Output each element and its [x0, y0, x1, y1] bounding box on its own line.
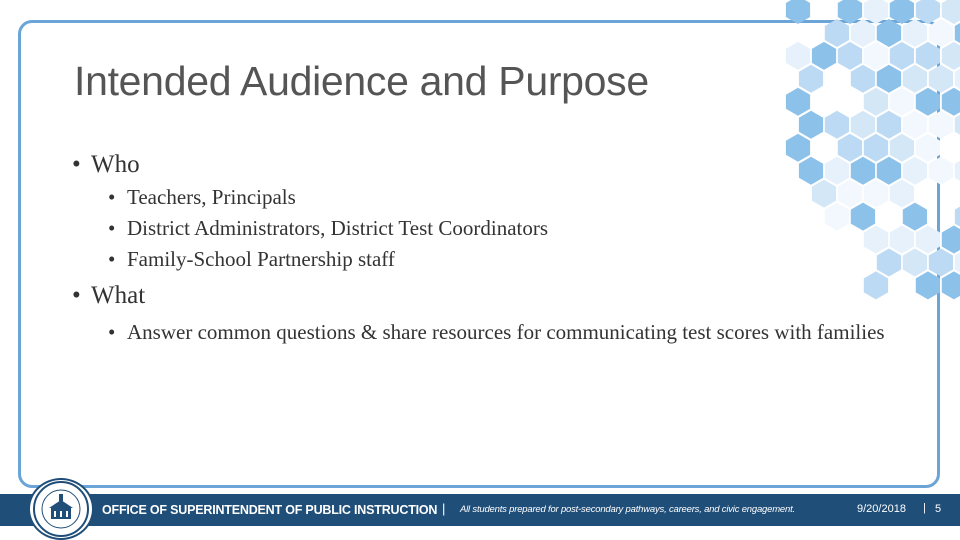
- bullet-level2-item: • Teachers, Principals: [72, 182, 892, 213]
- hexagon-tile: [786, 88, 810, 116]
- slide-body: [72, 148, 892, 345]
- hexagon-tile: [890, 0, 914, 24]
- footer-separator: |: [923, 502, 926, 514]
- hexagon-tile: [942, 42, 960, 70]
- state-seal-icon: [28, 478, 94, 540]
- hexagon-tile: [903, 203, 927, 231]
- hexagon-tile: [955, 65, 960, 93]
- hexagon-tile: [864, 42, 888, 70]
- hexagon-tile: [942, 226, 960, 254]
- bullet-level2-item: • Family-School Partnership staff: [72, 244, 892, 275]
- hexagon-tile: [890, 88, 914, 116]
- hexagon-tile: [929, 65, 953, 93]
- footer-organization: OFFICE OF SUPERINTENDENT OF PUBLIC INSTRUCTION: [102, 503, 438, 517]
- hexagon-tile: [903, 111, 927, 139]
- hexagon-tile: [890, 42, 914, 70]
- hexagon-tile: [929, 19, 953, 47]
- hexagon-tile: [812, 42, 836, 70]
- hexagon-tile: [955, 19, 960, 47]
- hexagon-tile: [929, 249, 953, 277]
- hexagon-tile: [799, 111, 823, 139]
- hexagon-tile: [942, 271, 960, 299]
- bullet-icon: •: [72, 151, 81, 178]
- hexagon-tile: [864, 88, 888, 116]
- hexagon-tile: [838, 0, 862, 24]
- bullet-level1-what: • What: [72, 279, 892, 313]
- hexagon-tile: [851, 111, 875, 139]
- hexagon-tile: [916, 271, 940, 299]
- footer-page-number: 5: [935, 503, 942, 515]
- hexagon-tile: [903, 157, 927, 185]
- hexagon-tile: [916, 226, 940, 254]
- bullet-icon: •: [72, 282, 81, 309]
- hexagon-tile: [890, 180, 914, 208]
- footer-separator: |: [442, 501, 446, 516]
- hexagon-tile: [903, 249, 927, 277]
- hexagon-tile: [825, 111, 849, 139]
- hexagon-tile: [864, 0, 888, 24]
- hexagon-tile: [942, 0, 960, 24]
- hexagon-tile: [955, 111, 960, 139]
- bullet-level2-item: • Answer common questions & share resources for communicating test scores with families: [108, 320, 885, 344]
- hexagon-tile: [929, 111, 953, 139]
- hexagon-tile: [825, 19, 849, 47]
- hexagon-tile: [877, 19, 901, 47]
- hexagon-tile: [877, 111, 901, 139]
- bullet-level2-item: • District Administrators, District Test Coordinators: [72, 213, 892, 244]
- hexagon-tile: [955, 249, 960, 277]
- footer-date: 9/20/2018: [857, 503, 906, 515]
- bullet-icon: •: [108, 320, 116, 344]
- hexagon-tile: [851, 65, 875, 93]
- hexagon-tile: [916, 134, 940, 162]
- hexagon-tile: [916, 42, 940, 70]
- hexagon-tile: [890, 226, 914, 254]
- bullet-icon: •: [108, 216, 116, 240]
- hexagon-tile: [942, 88, 960, 116]
- hexagon-tile: [903, 65, 927, 93]
- hexagon-tile: [903, 19, 927, 47]
- hexagon-tile: [799, 65, 823, 93]
- hexagon-tile: [890, 134, 914, 162]
- bullet-icon: •: [108, 185, 116, 209]
- hexagon-tile: [786, 0, 810, 24]
- hexagon-tile: [955, 203, 960, 231]
- hexagon-tile: [916, 88, 940, 116]
- hexagon-tile: [955, 157, 960, 185]
- hexagon-tile: [838, 42, 862, 70]
- hexagon-tile: [786, 42, 810, 70]
- bullet-level1-who: • Who: [72, 148, 892, 182]
- hexagon-tile: [851, 19, 875, 47]
- footer-tagline: All students prepared for post-secondary pathways, careers, and civic engagement.: [460, 504, 795, 515]
- slide-title: Intended Audience and Purpose: [74, 58, 649, 104]
- bullet-icon: •: [108, 247, 116, 271]
- hexagon-tile: [929, 157, 953, 185]
- hexagon-tile: [877, 65, 901, 93]
- hexagon-tile: [916, 0, 940, 24]
